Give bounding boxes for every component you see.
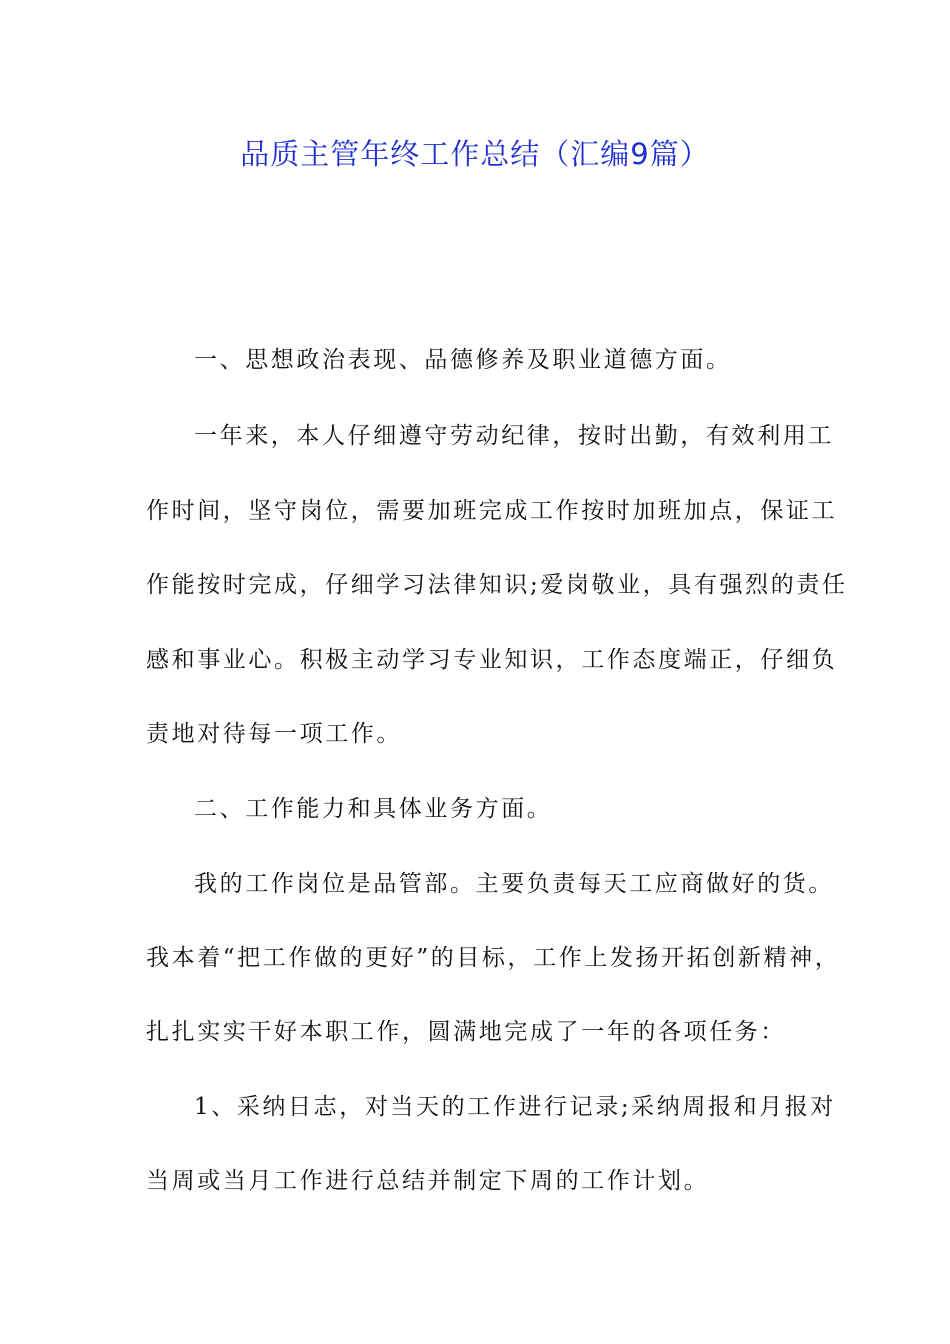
document-title: 品质主管年终工作总结（汇编9篇）: [240, 137, 710, 171]
paragraph-line: 一年来，本人仔细遵守劳动纪律，按时出勤，有效利用工: [194, 423, 834, 449]
section-heading-2: 二、工作能力和具体业务方面。: [194, 796, 553, 822]
paragraph-line: 我的工作岗位是品管部。主要负责每天工应商做好的货。: [194, 871, 834, 897]
section-heading-1: 一、思想政治表现、品德修养及职业道德方面。: [194, 347, 732, 373]
paragraph-line: 感和事业心。积极主动学习专业知识，工作态度端正，仔细负: [146, 647, 838, 673]
paragraph-line: 责地对待每一项工作。: [146, 721, 402, 747]
paragraph-line: 我本着“把工作做的更好”的目标，工作上发扬开拓创新精神，: [146, 945, 841, 971]
paragraph-line: 扎扎实实干好本职工作，圆满地完成了一年的各项任务：: [146, 1019, 786, 1045]
list-item-line: 当周或当月工作进行总结并制定下周的工作计划。: [146, 1168, 710, 1194]
paragraph-line: 作时间，坚守岗位，需要加班完成工作按时加班加点，保证工: [146, 498, 838, 524]
paragraph-line: 作能按时完成，仔细学习法律知识;爱岗敬业，具有强烈的责任: [146, 572, 848, 598]
list-item-line: 1、采纳日志，对当天的工作进行记录;采纳周报和月报对: [194, 1094, 836, 1120]
